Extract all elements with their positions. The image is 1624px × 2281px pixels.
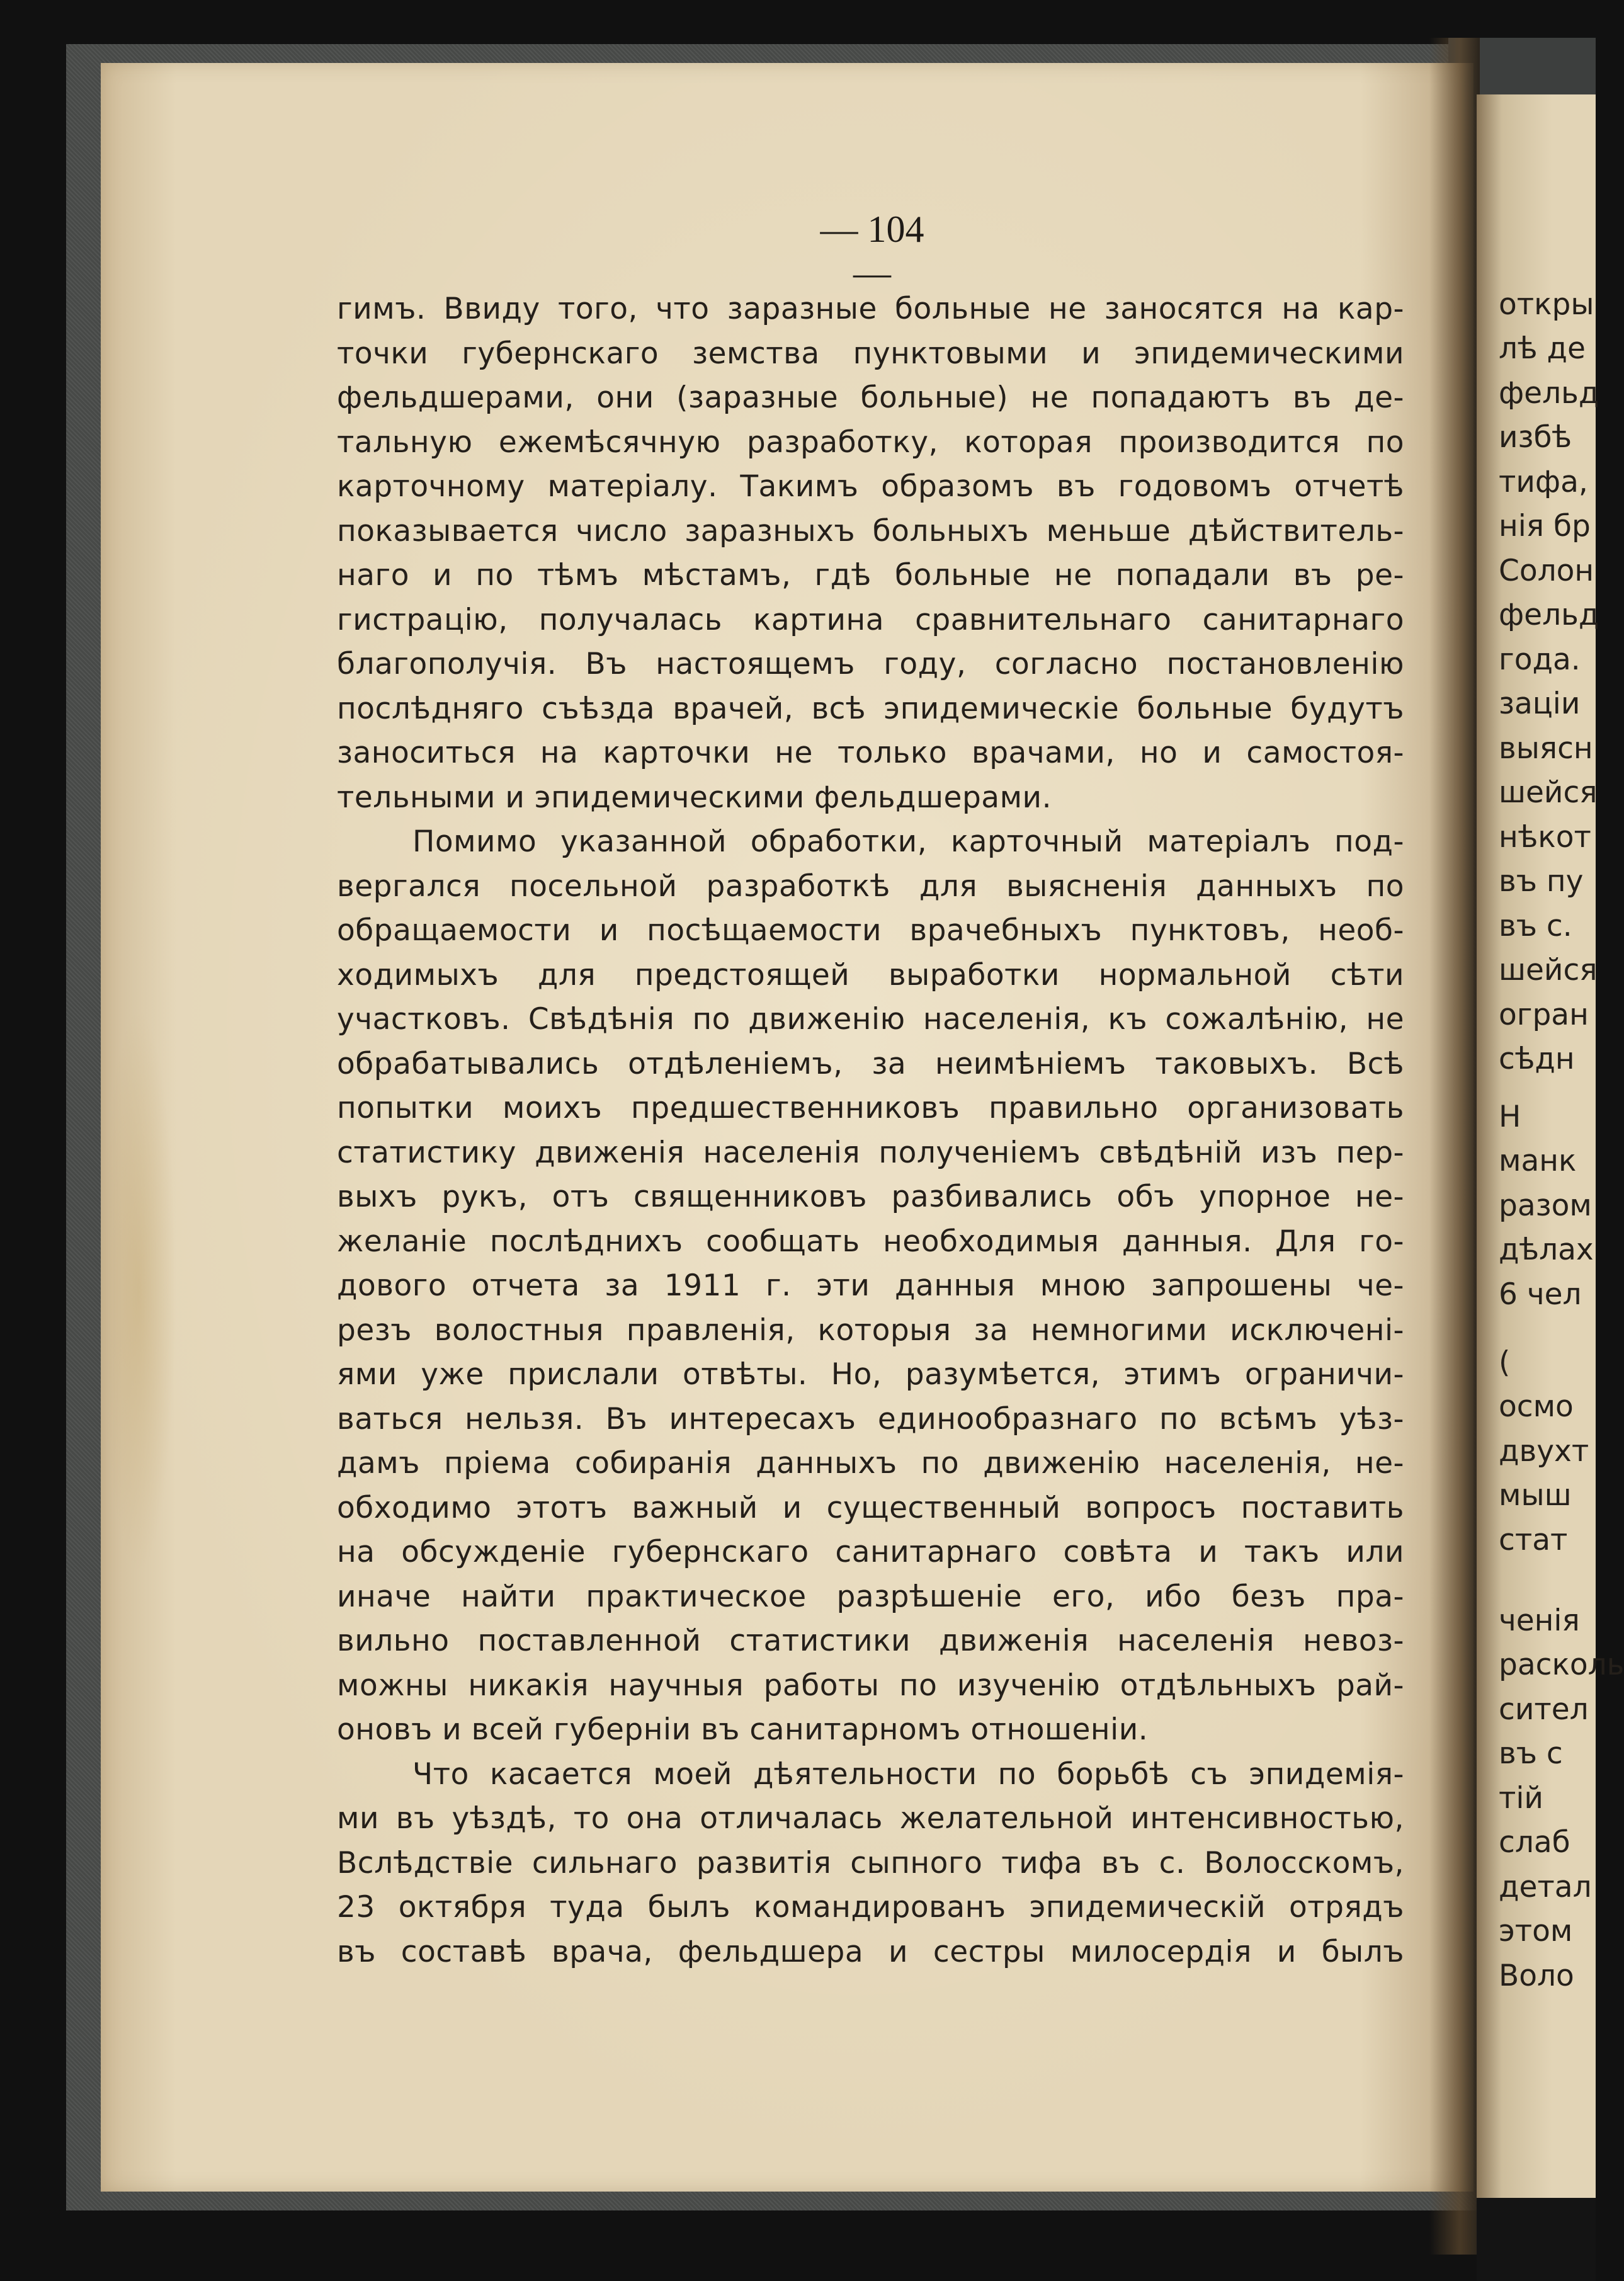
text-line: участковъ. Свѣдѣнія по движенію населенія, къ сожалѣнію, не <box>337 1002 1404 1037</box>
right-page-line: въ с. <box>1499 909 1572 943</box>
right-page-line: Воло <box>1499 1959 1574 1993</box>
text-line: тельными и эпидемическими фельдшерами. <box>337 780 1052 815</box>
right-page-line: тифа, <box>1499 465 1588 499</box>
text-line: резъ волостныя правленія, которыя за немногими исключені- <box>337 1312 1404 1348</box>
text-line: Что касается моей дѣятельности по борьбѣ съ эпидемія- <box>412 1756 1404 1792</box>
book-gutter <box>1429 38 1480 2255</box>
right-page-line: ( <box>1499 1345 1511 1380</box>
right-page-line: дѣлах <box>1499 1232 1594 1267</box>
right-page-line: этом <box>1499 1914 1573 1948</box>
right-page-line: мыш <box>1499 1478 1572 1513</box>
text-line: статистику движенія населенія полученіемъ свѣдѣній изъ пер- <box>337 1135 1404 1170</box>
right-page-line: лѣ де <box>1499 331 1586 366</box>
right-page-line: манк <box>1499 1144 1577 1178</box>
text-line: заноситься на карточки не только врачами, но и самостоя- <box>337 736 1404 770</box>
right-page-line: шейся <box>1499 953 1598 987</box>
right-page-line: шейся <box>1499 775 1598 810</box>
body-text <box>337 287 1404 1974</box>
right-page-line: въ с <box>1499 1736 1563 1771</box>
text-line: наго и по тѣмъ мѣстамъ, гдѣ больные не попадали въ ре- <box>337 558 1404 593</box>
text-line: желаніе послѣднихъ сообщать необходимыя данныя. Для го- <box>337 1224 1404 1259</box>
right-page-line: заціи <box>1499 686 1581 721</box>
right-page-line: 6 чел <box>1499 1277 1582 1312</box>
text-line: на обсужденіе губернскаго санитарнаго совѣта и такъ или <box>337 1535 1404 1569</box>
page-number: — 104 — <box>820 208 924 293</box>
text-line: показывается число заразныхъ больныхъ меньше дѣйствитель- <box>337 513 1404 549</box>
text-line: Помимо указанной обработки, карточный матеріалъ под- <box>412 824 1404 859</box>
right-page-line: нѣкот <box>1499 820 1591 855</box>
text-line: попытки моихъ предшественниковъ правильно организовать <box>337 1091 1404 1125</box>
right-page-line: расколь <box>1499 1647 1624 1682</box>
right-page-line: разом <box>1499 1188 1592 1223</box>
right-page-line: огран <box>1499 998 1589 1032</box>
scan-background <box>1477 2198 1596 2281</box>
right-page-line: осмо <box>1499 1389 1574 1424</box>
text-line: ходимыхъ для предстоящей выработки нормальной сѣти <box>337 957 1404 993</box>
right-page-line: въ пу <box>1499 864 1584 899</box>
right-page-line: фельд <box>1499 376 1599 411</box>
text-line: послѣдняго съѣзда врачей, всѣ эпидемическіе больные будутъ <box>337 691 1404 726</box>
right-page-line: года. <box>1499 642 1581 677</box>
right-page-line: сѣдн <box>1499 1042 1575 1076</box>
text-line: обходимо этотъ важный и существенный вопросъ поставить <box>337 1490 1404 1525</box>
right-page-line: слаб <box>1499 1825 1570 1860</box>
right-page-line: стат <box>1499 1523 1568 1557</box>
right-page-line: выясн <box>1499 731 1593 766</box>
text-line: обрабатывались отдѣленіемъ, за неимѣніемъ таковыхъ. Всѣ <box>337 1046 1404 1081</box>
text-line: иначе найти практическое разрѣшеніе его, ибо безъ пра- <box>337 1579 1404 1614</box>
text-line: вергался посельной разработкѣ для выясненія данныхъ по <box>337 868 1404 904</box>
right-page-line: избѣ <box>1499 420 1572 455</box>
text-line: благополучія. Въ настоящемъ году, согласно постановленію <box>337 647 1404 681</box>
text-line: гимъ. Ввиду того, что заразные больные не заносятся на кар- <box>337 292 1404 326</box>
text-line: ми въ уѣздѣ, то она отличалась желательной интенсивностью, <box>337 1801 1404 1836</box>
text-line: тальную ежемѣсячную разработку, которая производится по <box>337 424 1404 460</box>
text-line: 23 октября туда былъ командированъ эпидемическій отрядъ <box>337 1890 1404 1925</box>
right-page-line: откры <box>1499 287 1594 322</box>
text-line: въ составѣ врача, фельдшера и сестры милосердія и былъ <box>337 1934 1404 1969</box>
text-line: ваться нельзя. Въ интересахъ единообразнаго по всѣмъ уѣз- <box>337 1401 1404 1436</box>
text-line: гистрацію, получалась картина сравнительнаго санитарнаго <box>337 602 1404 637</box>
paper-stain <box>101 1008 176 1574</box>
text-line: можны никакія научныя работы по изученію отдѣльныхъ рай- <box>337 1668 1404 1703</box>
right-page-line: Солон <box>1499 554 1594 588</box>
text-line: вильно поставленной статистики движенія населенія невоз- <box>337 1624 1404 1658</box>
text-line: точки губернскаго земства пунктовыми и эпидемическими <box>337 336 1404 371</box>
text-line: выхъ рукъ, отъ священниковъ разбивались объ упорное не- <box>337 1180 1404 1214</box>
text-line: фельдшерами, они (заразные больные) не попадаютъ въ де- <box>337 380 1404 415</box>
right-page-line: сител <box>1499 1692 1589 1727</box>
right-page-line: Н <box>1499 1100 1521 1134</box>
text-line: ями уже прислали отвѣты. Но, разумѣется, этимъ ограничи- <box>337 1357 1404 1392</box>
text-line: дамъ пріема собиранія данныхъ по движенію населенія, не- <box>337 1446 1404 1481</box>
right-page-line: двухт <box>1499 1434 1589 1469</box>
right-page-line: детал <box>1499 1870 1592 1904</box>
right-page-line: фельд <box>1499 598 1599 632</box>
text-line: Вслѣдствіе сильнаго развитія сыпного тифа въ с. Волосскомъ, <box>337 1845 1404 1880</box>
right-page-line: ченія <box>1499 1603 1580 1638</box>
text-line: карточному матеріалу. Такимъ образомъ въ годовомъ отчетѣ <box>337 469 1404 504</box>
text-line: оновъ и всей губерніи въ санитарномъ отношеніи. <box>337 1712 1149 1747</box>
right-page-line: нія бр <box>1499 509 1591 543</box>
right-page-line: тій <box>1499 1781 1543 1816</box>
text-line: дового отчета за 1911 г. эти данныя мною запрошены че- <box>337 1268 1404 1303</box>
text-line: обращаемости и посѣщаемости врачебныхъ пунктовъ, необ- <box>337 913 1404 948</box>
